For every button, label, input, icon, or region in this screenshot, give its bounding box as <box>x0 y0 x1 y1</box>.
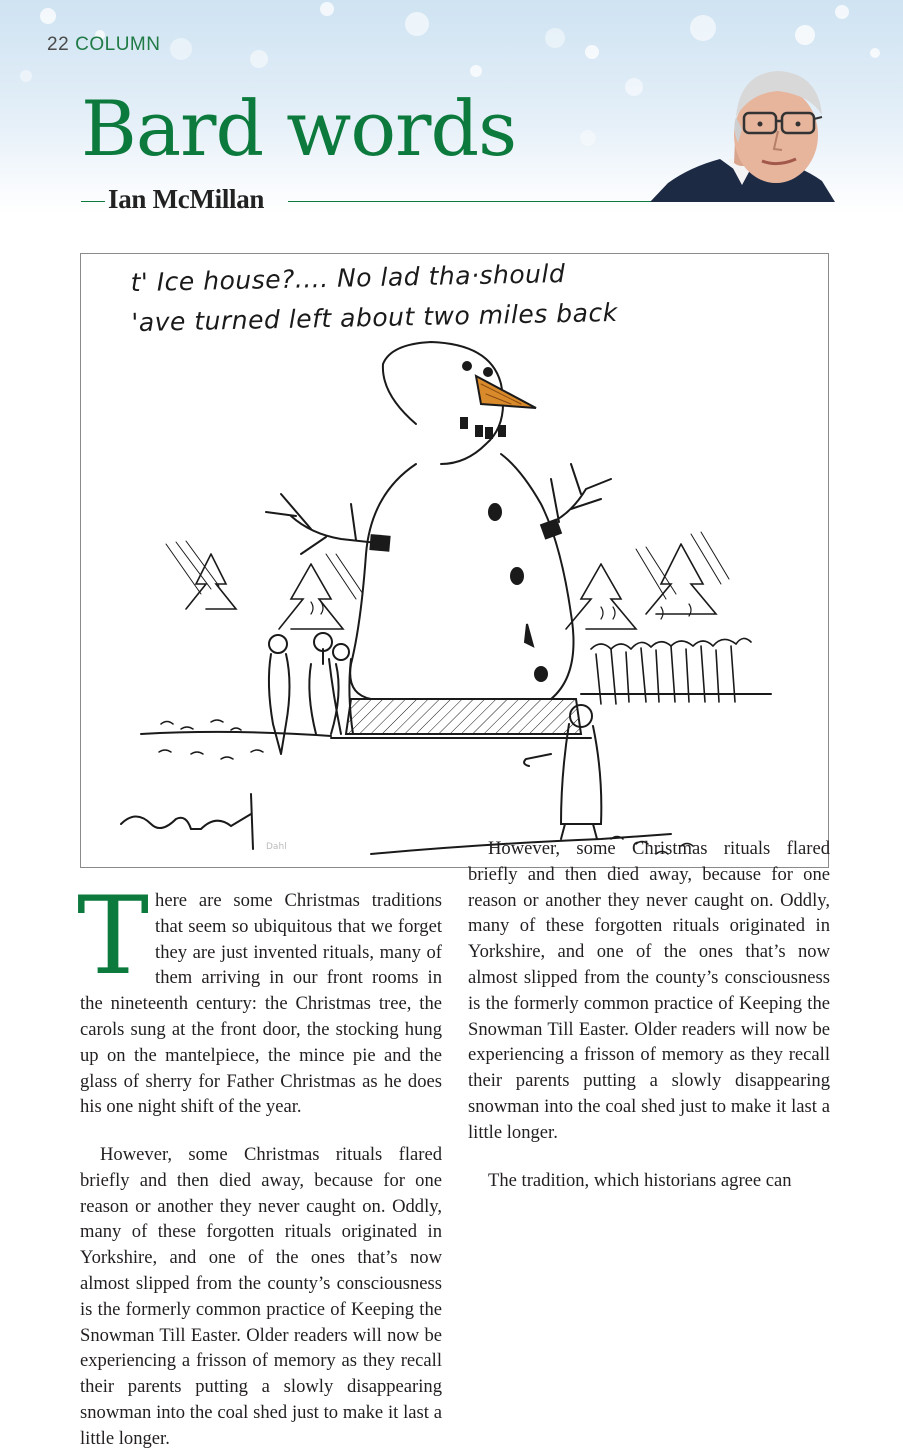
drop-cap: T <box>77 874 150 999</box>
paragraph-2-continued: However, some Christmas rituals flared briefly and then died away, because for one reason or another they never caught on. Oddly, many of these forgotten rituals originated in Yorkshire, and one of the ones that’s now almost slipped from the county’s consciousness is the formerly common practice of Keeping the Snowman Till Easter. Older readers will now be experiencing a frisson of memory as they recall their parents putting a slowly disappearing snowman into the coal shed just to make it last a little longer. <box>468 838 830 1143</box>
paragraph-1-text: here are some Christmas traditions that seem so ubiquitous that we forget they are just invented rituals, many of them arriving in our front rooms in the nineteenth century: the Christmas tree, the carols sung at the front door, the stocking hung up on the mantelpiece, the mince pie and the glass of sherry for Father Christmas as he does his one night shift of the year. <box>80 890 442 1118</box>
article-paragraph-2 <box>80 1142 442 1449</box>
column-title: Bard words <box>81 84 517 173</box>
caption-line-1: t' Ice house?.... No lad tha·should <box>130 259 566 298</box>
author-portrait <box>650 55 835 202</box>
article-column-right <box>468 838 830 1168</box>
caption-line-2: 'ave turned left about two miles back <box>131 297 618 338</box>
paragraph-2-text: However, some Christmas rituals flared briefly and then died away, because for one reason or another they never caught on. Oddly, many of these forgotten rituals originated in Yorkshire, and one of the ones that’s now almost slipped from the county’s consciousness is the formerly common practice of Keeping the Snowman Till Easter. Older readers will now be experiencing a frisson of memory as they recall their parents putting a slowly disappearing snowman into the coal shed just to make it last a little longer. <box>80 1144 442 1449</box>
article-paragraph-3 <box>468 1168 830 1194</box>
byline-rule-left <box>81 201 105 202</box>
page-number: 22 <box>47 34 70 55</box>
article-column-left <box>77 874 442 1120</box>
page-folio <box>47 34 160 56</box>
paragraph-3-text: The tradition, which historians agree can <box>488 1170 792 1191</box>
cartoon-illustration <box>80 253 829 868</box>
author-byline: Ian McMillan <box>108 184 265 214</box>
article-paragraph-1 <box>77 874 442 1120</box>
cartoon-signature: Dahl <box>266 842 287 852</box>
section-label: COLUMN <box>75 34 161 55</box>
